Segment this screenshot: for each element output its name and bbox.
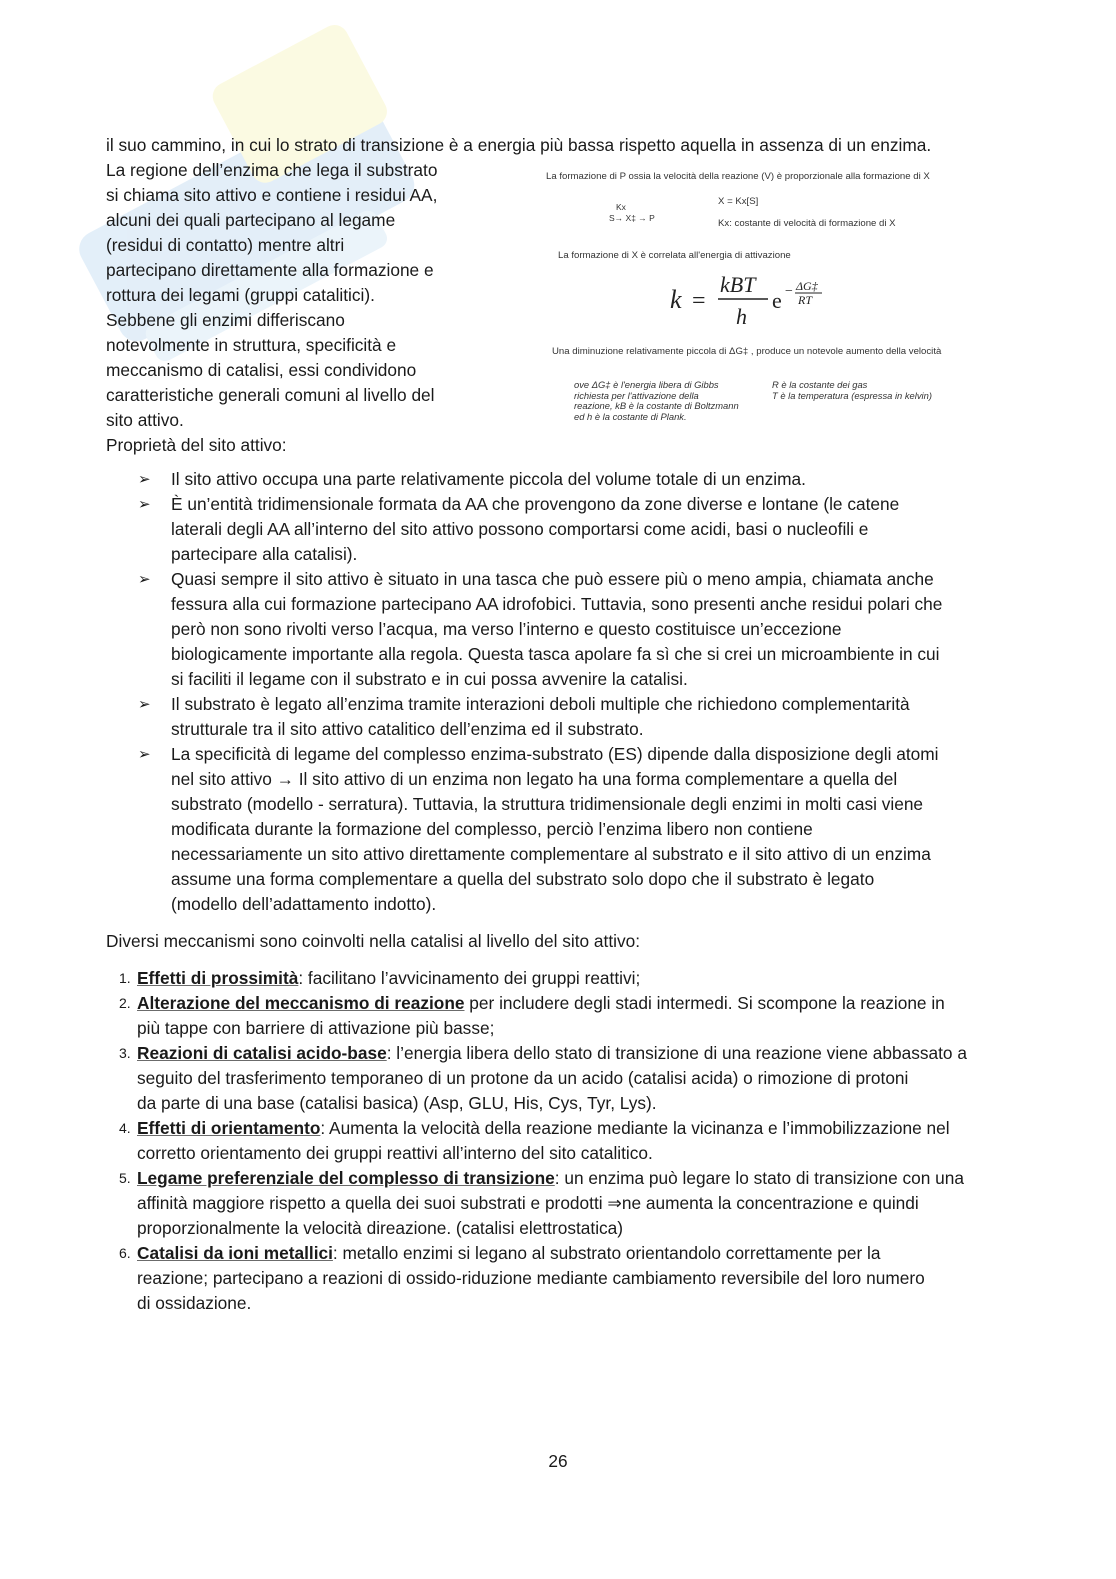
page-number: 26	[548, 1451, 568, 1471]
active-site-properties-list	[106, 467, 1006, 917]
mechanism-line	[137, 966, 1006, 991]
arrowhead-bullet-icon: ➢	[138, 746, 151, 763]
left-column-line: meccanismo di catalisi, essi condividono	[106, 360, 417, 380]
mechanism-item	[106, 966, 1006, 991]
mechanism-line: di ossidazione.	[137, 1293, 252, 1313]
bullet-line: Quasi sempre il sito attivo è situato in una tasca che può essere più o meno ampia, chiamata anche	[171, 569, 934, 589]
mechanism-description: : un enzima può legare lo stato di transizione con una	[554, 1168, 965, 1188]
mechanism-line: da parte di una base (catalisi basica) (Asp, GLU, His, Cys, Tyr, Lys).	[137, 1093, 657, 1113]
mechanism-description: : l’energia libera dello stato di transizione di una reazione viene abbassato a	[386, 1043, 967, 1063]
figure-legend-right	[772, 380, 932, 401]
mechanism-item	[106, 1241, 1006, 1316]
mechanism-line: corretto orientamento dei gruppi reattivi all’interno del sito catalitico.	[137, 1143, 653, 1163]
mechanism-term: Effetti di orientamento	[137, 1118, 321, 1138]
legend-line: richiesta per l'attivazione della	[574, 389, 699, 401]
left-column-line: sito attivo.	[106, 410, 184, 430]
arrowhead-bullet-icon: ➢	[138, 696, 151, 713]
legend-line: T è la temperatura (espressa in kelvin)	[772, 389, 932, 401]
mechanism-term: Catalisi da ioni metallici	[137, 1243, 333, 1263]
bullet-line: modificata durante la formazione del complesso, perciò l’enzima libero non contiene	[171, 819, 813, 839]
left-column-line: rottura dei legami (gruppi catalitici).	[106, 285, 375, 305]
mechanism-number: 6.	[119, 1245, 131, 1261]
left-column-line: notevolmente in struttura, specificità e	[106, 335, 397, 355]
bullet-line: Il sito attivo occupa una parte relativamente piccola del volume totale di un enzima.	[171, 469, 806, 489]
left-column-line: si chiama sito attivo e contiene i residui AA,	[106, 185, 438, 205]
arrowhead-bullet-icon: ➢	[138, 471, 151, 488]
mechanism-number: 2.	[119, 995, 131, 1011]
mechanism-term: Alterazione del meccanismo di reazione	[137, 993, 465, 1013]
mechanism-item	[106, 1116, 1006, 1166]
figure-caption-rate: La formazione di P ossia la velocità della reazione (V) è proporzionale alla formazione di X	[546, 171, 930, 182]
figure-legend-left	[574, 380, 739, 422]
left-column-line: Proprietà del sito attivo:	[106, 435, 287, 455]
mechanism-number: 4.	[119, 1120, 131, 1136]
mechanism-item	[106, 1166, 1006, 1241]
mechanisms-intro: Diversi meccanismi sono coinvolti nella catalisi al livello del sito attivo:	[106, 931, 641, 951]
mechanism-item	[106, 1041, 1006, 1116]
left-column-line: Sebbene gli enzimi differiscano	[106, 310, 345, 330]
mechanism-line	[137, 1241, 1006, 1266]
mechanism-line: proporzionalmente la velocità direazione. (catalisi elettrostatica)	[137, 1218, 624, 1238]
bullet-line: Il substrato è legato all’enzima tramite interazioni deboli multiple che richiedono complementarità	[171, 694, 910, 714]
left-column-line: La regione dell’enzima che lega il substrato	[106, 160, 438, 180]
mechanism-term: Legame preferenziale del complesso di transizione	[137, 1168, 555, 1188]
legend-line: reazione, kB è la costante di Boltzmann	[574, 400, 739, 411]
kx-label: Kx	[616, 202, 626, 212]
formula-exp-denominator: RT	[798, 293, 813, 307]
mechanism-description: : Aumenta la velocità della reazione mediante la vicinanza e l’immobilizzazione nel	[320, 1118, 950, 1138]
mechanism-line	[137, 1116, 1006, 1141]
mechanism-description: : metallo enzimi si legano al substrato orientandolo correttamente per la	[332, 1243, 881, 1263]
intro-line: il suo cammino, in cui lo strato di transizione è a energia più bassa rispetto aquella in assenza di un enzima.	[106, 135, 932, 155]
formula-numerator: kBT	[720, 272, 756, 297]
bullet-line: si faciliti il legame con il substrato e in cui possa avvenire la catalisi.	[171, 669, 688, 689]
bullet-line: partecipare alla catalisi).	[171, 544, 358, 564]
bullet-line: necessariamente un sito attivo direttamente complementare al substrato e il sito attivo di un enzima	[171, 844, 931, 864]
formula-k: k	[670, 285, 682, 314]
figure-caption-activation: La formazione di X è correlata all'energia di attivazione	[558, 250, 791, 261]
mechanism-line: seguito del trasferimento temporaneo di un protone da un acido (catalisi acida) o rimozione di protoni	[137, 1068, 909, 1088]
x-equation: X = Kx[S]	[718, 196, 759, 207]
mechanism-line	[137, 1166, 1006, 1191]
formula-equals: =	[692, 288, 706, 314]
left-column-line: partecipano direttamente alla formazione e	[106, 260, 434, 280]
mechanism-description: : facilitano l’avvicinamento dei gruppi reattivi;	[298, 968, 641, 988]
eyring-formula	[670, 268, 870, 330]
mechanism-line	[137, 1041, 1006, 1066]
bullet-line: La specificità di legame del complesso enzima-substrato (ES) dipende dalla disposizione degli atomi	[171, 744, 939, 764]
left-column-text	[106, 158, 486, 458]
legend-line: R è la costante dei gas	[772, 379, 868, 390]
mechanism-number: 3.	[119, 1045, 131, 1061]
property-bullet	[106, 467, 1006, 492]
bullet-line: fessura alla cui formazione partecipano AA idrofobici. Tuttavia, sono presenti anche residui polari che	[171, 594, 943, 614]
bullet-line: (modello dell’adattamento indotto).	[171, 894, 437, 914]
reaction-scheme: S→ X‡ → P	[609, 213, 655, 223]
activation-energy-figure	[546, 168, 1006, 430]
mechanism-item	[106, 991, 1006, 1041]
mechanism-line	[137, 991, 1006, 1016]
property-bullet	[106, 742, 1006, 917]
mechanism-line: affinità maggiore rispetto a quella dei suoi substrati e prodotti ⇒ne aumenta la concentrazione e quindi	[137, 1193, 919, 1213]
formula-denominator: h	[736, 304, 747, 329]
bullet-line: laterali degli AA all’interno del sito attivo possono comportarsi come acidi, basi o nucleofili e	[171, 519, 869, 539]
property-bullet	[106, 692, 1006, 742]
bullet-line: È un’entità tridimensionale formata da AA che provengono da zone diverse e lontane (le catene	[171, 494, 900, 514]
formula-minus: −	[785, 284, 793, 299]
mechanism-line: reazione; partecipano a reazioni di ossido-riduzione mediante cambiamento reversibile del loro numero	[137, 1268, 925, 1288]
mechanism-line: più tappe con barriere di attivazione più basse;	[137, 1018, 495, 1038]
left-column-line: (residui di contatto) mentre altri	[106, 235, 345, 255]
formula-exp-numerator: ΔG‡	[796, 279, 818, 293]
arrowhead-bullet-icon: ➢	[138, 571, 151, 588]
catalysis-mechanisms-list	[106, 966, 1006, 1316]
bullet-line: però non sono rivolti verso l’acqua, ma verso l’interno e questo costituisce un’eccezione	[171, 619, 842, 639]
bullet-line: biologicamente importante alla regola. Questa tasca apolare fa sì che si crei un microambiente in cui	[171, 644, 940, 664]
mechanism-description: per includere degli stadi intermedi. Si scompone la reazione in	[464, 993, 945, 1013]
bullet-line: substrato (modello - serratura). Tuttavia, la struttura tridimensionale degli enzimi in molti casi viene	[171, 794, 924, 814]
bullet-line: nel sito attivo → Il sito attivo di un enzima non legato ha una forma complementare a quella del	[171, 769, 898, 789]
left-column-line: alcuni dei quali partecipano al legame	[106, 210, 396, 230]
mechanism-term: Effetti di prossimità	[137, 968, 299, 988]
bullet-line: assume una forma complementare a quella del substrato solo dopo che il substrato è legato	[171, 869, 875, 889]
property-bullet	[106, 567, 1006, 692]
legend-line: ove ΔG‡ è l'energia libera di Gibbs	[574, 379, 719, 390]
property-bullet	[106, 492, 1006, 567]
mechanism-number: 1.	[119, 970, 131, 986]
arrowhead-bullet-icon: ➢	[138, 496, 151, 513]
formula-e: e	[772, 288, 782, 313]
kx-description: Kx: costante di velocità di formazione di X	[718, 218, 896, 229]
left-column-line: caratteristiche generali comuni al livello del	[106, 385, 435, 405]
mechanism-number: 5.	[119, 1170, 131, 1186]
figure-caption-decrease: Una diminuzione relativamente piccola di ΔG‡ , produce un notevole aumento della velocità	[552, 346, 942, 357]
legend-line: ed h è la costante di Plank.	[574, 410, 687, 422]
bullet-line: strutturale tra il sito attivo catalitico dell’enzima ed il substrato.	[171, 719, 644, 739]
mechanism-term: Reazioni di catalisi acido-base	[137, 1043, 387, 1063]
